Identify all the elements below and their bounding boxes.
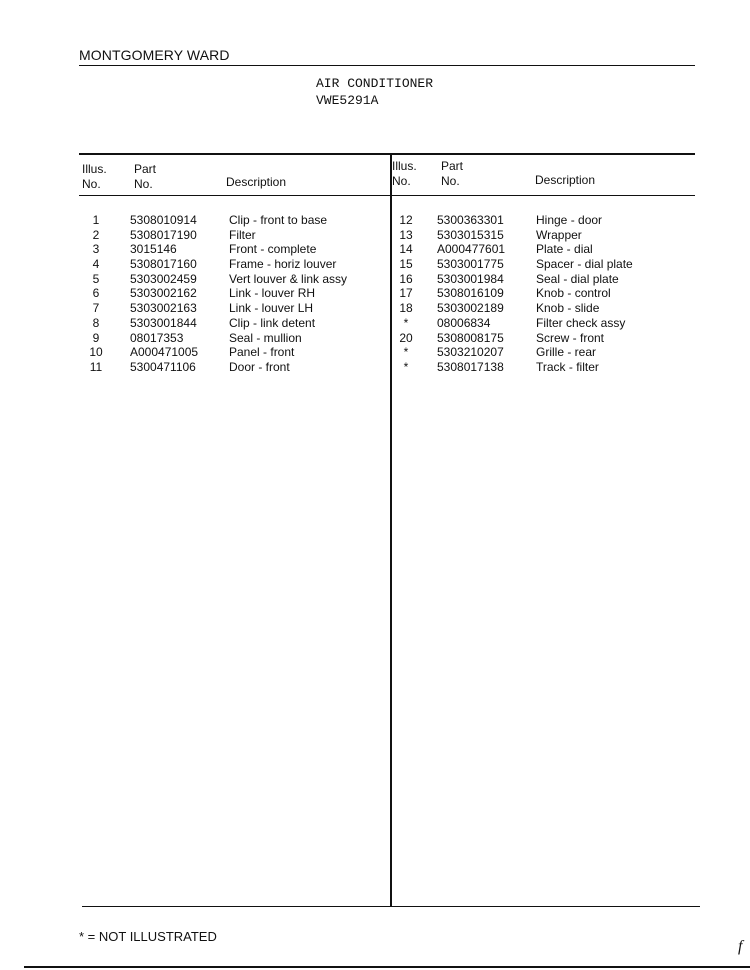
table-cell: Frame - horiz louver — [229, 257, 337, 272]
table-cell: * — [403, 359, 409, 374]
table-cell: Vert louver & link assy — [229, 271, 348, 286]
table-cell: 5303002189 — [437, 301, 504, 316]
table-cell: 1 — [92, 213, 100, 227]
header-bottom-rule — [79, 195, 695, 196]
header-illus-no-left: Illus. No. — [82, 162, 107, 191]
table-cell: 15 — [399, 257, 413, 272]
header-description-left: Description — [226, 175, 287, 189]
brand-name: MONTGOMERY WARD — [79, 47, 230, 63]
table-cell: Screw - front — [536, 330, 605, 345]
table-cell: Filter check assy — [536, 315, 626, 330]
table-cell: Clip - link detent — [229, 315, 316, 330]
table-cell: Clip - front to base — [229, 213, 328, 227]
table-cell: 08006834 — [437, 315, 491, 330]
table-cell: 7 — [92, 301, 100, 316]
table-cell: 5303002459 — [130, 271, 197, 286]
document-title: AIR CONDITIONER — [316, 76, 434, 91]
model-number: VWE5291A — [316, 93, 379, 108]
table-cell: 5308017190 — [130, 227, 197, 242]
table-cell: 12 — [399, 213, 413, 227]
table-cell: 5303001984 — [437, 271, 504, 286]
table-cell: 5308010914 — [130, 213, 197, 227]
table-cell: Panel - front — [229, 345, 295, 360]
table-cell: * — [403, 345, 409, 360]
table-cell: 18 — [399, 301, 413, 316]
table-cell: Link - louver RH — [229, 286, 316, 301]
table-cell: 16 — [399, 271, 413, 286]
table-cell: 5303210207 — [437, 345, 504, 360]
table-cell: A000477601 — [437, 242, 506, 257]
table-cell: Knob - control — [536, 286, 611, 301]
column-divider — [390, 153, 392, 907]
table-cell: 14 — [399, 242, 413, 257]
table-cell: Track - filter — [536, 359, 599, 374]
table-cell: Knob - slide — [536, 301, 600, 316]
table-cell: 3015146 — [130, 242, 177, 257]
table-cell: 5303015315 — [437, 227, 504, 242]
table-cell: Link - louver LH — [229, 301, 314, 316]
table-cell: 5303002162 — [130, 286, 197, 301]
top-rule — [79, 65, 695, 66]
table-cell: Wrapper — [536, 227, 582, 242]
table-cell: 5308008175 — [437, 330, 504, 345]
margin-handwriting-mark: f — [738, 938, 743, 955]
table-cell: 5300471106 — [130, 359, 196, 374]
table-cell: 5308017160 — [130, 257, 197, 272]
header-description-right: Description — [535, 173, 596, 187]
table-cell: 6 — [92, 286, 100, 301]
table-cell: 2 — [92, 227, 100, 242]
table-cell: 9 — [92, 330, 100, 345]
table-cell: 5300363301 — [437, 213, 504, 227]
table-cell: Filter — [229, 227, 256, 242]
table-cell: Seal - dial plate — [536, 271, 619, 286]
table-cell: 17 — [399, 286, 413, 301]
table-cell: 5308017138 — [437, 359, 504, 374]
table-cell: Seal - mullion — [229, 330, 302, 345]
right-description-column — [536, 213, 633, 375]
right-illus-column — [393, 213, 419, 375]
table-cell: 5303002163 — [130, 301, 197, 316]
header-part-no-left: Part No. — [134, 162, 157, 191]
table-cell: 5303001844 — [130, 315, 197, 330]
header-part-no-right: Part No. — [441, 159, 464, 188]
table-cell: 10 — [89, 345, 103, 360]
table-top-rule — [79, 153, 695, 155]
not-illustrated-footnote: * = NOT ILLUSTRATED — [79, 929, 217, 944]
table-cell: Grille - rear — [536, 345, 597, 360]
table-cell: A000471005 — [130, 345, 199, 360]
table-cell: 13 — [399, 227, 413, 242]
table-cell: Hinge - door — [536, 213, 603, 227]
table-cell: 3 — [92, 242, 100, 257]
table-cell: 5303001775 — [437, 257, 504, 272]
table-cell: Plate - dial — [536, 242, 593, 257]
table-cell: 5308016109 — [437, 286, 504, 301]
table-cell: 11 — [89, 359, 103, 374]
left-description-column — [229, 213, 347, 375]
table-cell: 8 — [92, 315, 100, 330]
table-cell: 4 — [92, 257, 100, 272]
left-illus-column — [82, 213, 110, 375]
table-cell: * — [403, 315, 409, 330]
table-cell: 08017353 — [130, 330, 184, 345]
table-cell: 5 — [92, 271, 100, 286]
table-cell: Door - front — [229, 359, 290, 374]
left-part-column — [130, 213, 198, 375]
table-cell: Spacer - dial plate — [536, 257, 633, 272]
right-part-column — [437, 213, 505, 375]
table-cell: Front - complete — [229, 242, 317, 257]
header-illus-no-right: Illus. No. — [392, 159, 417, 188]
table-cell: 20 — [399, 330, 413, 345]
page-bottom-rule — [24, 966, 750, 968]
